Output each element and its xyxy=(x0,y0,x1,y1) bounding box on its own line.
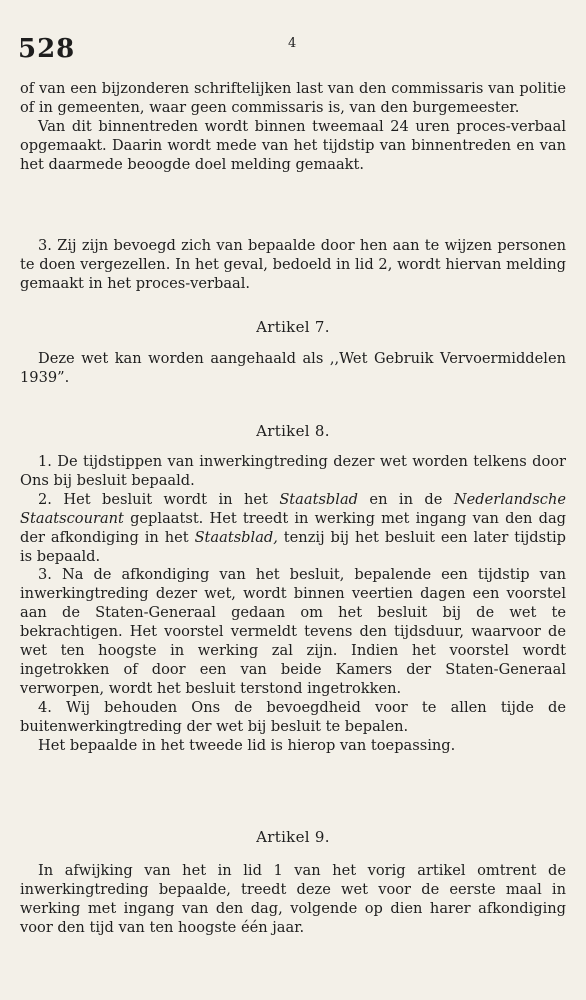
article-9-heading: Artikel 9. xyxy=(256,828,330,846)
article-8-lid-2: 2. Het besluit wordt in het Staatsblad en in de Nederlandsche Staatscourant geplaatst. Het treedt in werking met ingang van den dag der afkondiging in het Staatsblad, tenzij bij het besluit een later tijdstip is bepaald. xyxy=(20,490,567,565)
article-8-body xyxy=(20,453,566,756)
article-8-lid-1: 1. De tijdstippen van inwerkingtreding dezer wet worden telkens door Ons bij besluit bepaald. xyxy=(20,453,566,489)
article-8-lid-4: 4. Wij behouden Ons de bevoegdheid voor te allen tijde de buitenwerkingtreding der wet bij besluit te bepalen. xyxy=(20,698,566,735)
continued-section xyxy=(20,80,566,175)
article-8-lid-4-addendum: Het bepaalde in het tweede lid is hierop van toepassing. xyxy=(38,736,456,754)
article-7-text: Deze wet kan worden aangehaald als ,,Wet Gebruik Vervoermiddelen 1939”. xyxy=(20,350,566,386)
article-9-text: In afwijking van het in lid 1 van het vorig artikel omtrent de inwerkingtreding bepaalde, treedt deze wet voor de eerste maal in werking met ingang van den dag, volgende op dien harer afkondiging voor den tijd van ten hoogste één jaar. xyxy=(20,862,566,936)
article-8-heading: Artikel 8. xyxy=(256,422,330,440)
article-7-heading: Artikel 7. xyxy=(256,318,330,336)
sheet-number: 4 xyxy=(288,36,297,51)
article-8-lid-3: 3. Na de afkondiging van het besluit, bepalende een tijdstip van inwerkingtreding dezer wet, wordt binnen veertien dagen een voorstel aan de Staten-Generaal gedaan om het besluit bij de wet te bekrachtigen. Het voorstel vermeldt tevens den tijdsduur, waarvoor de wet ten hoogste in werking zal zijn. Indien het voorstel wordt ingetrokken of door een van beide Kamers der Staten-Generaal verworpen, wordt het besluit terstond ingetrokken. xyxy=(20,566,566,697)
paragraph-continuation: of van een bijzonderen schriftelijken last van den commissaris van politie of in gemeenten, waar geen commissaris is, van den burgemeester. xyxy=(20,80,566,116)
paragraph-lid-3: 3. Zij zijn bevoegd zich van bepaalde door hen aan te wijzen personen te doen vergezellen. In het geval, bedoeld in lid 2, wordt hiervan melding gemaakt in het proces-verbaal. xyxy=(20,237,566,292)
paragraph-proces-verbaal: Van dit binnentreden wordt binnen tweemaal 24 uren proces-verbaal opgemaakt. Daarin wordt mede van het tijdstip van binnentreden en van het daarmede beoogde doel melding gemaakt. xyxy=(20,117,566,173)
page-number: 528 xyxy=(18,34,76,64)
